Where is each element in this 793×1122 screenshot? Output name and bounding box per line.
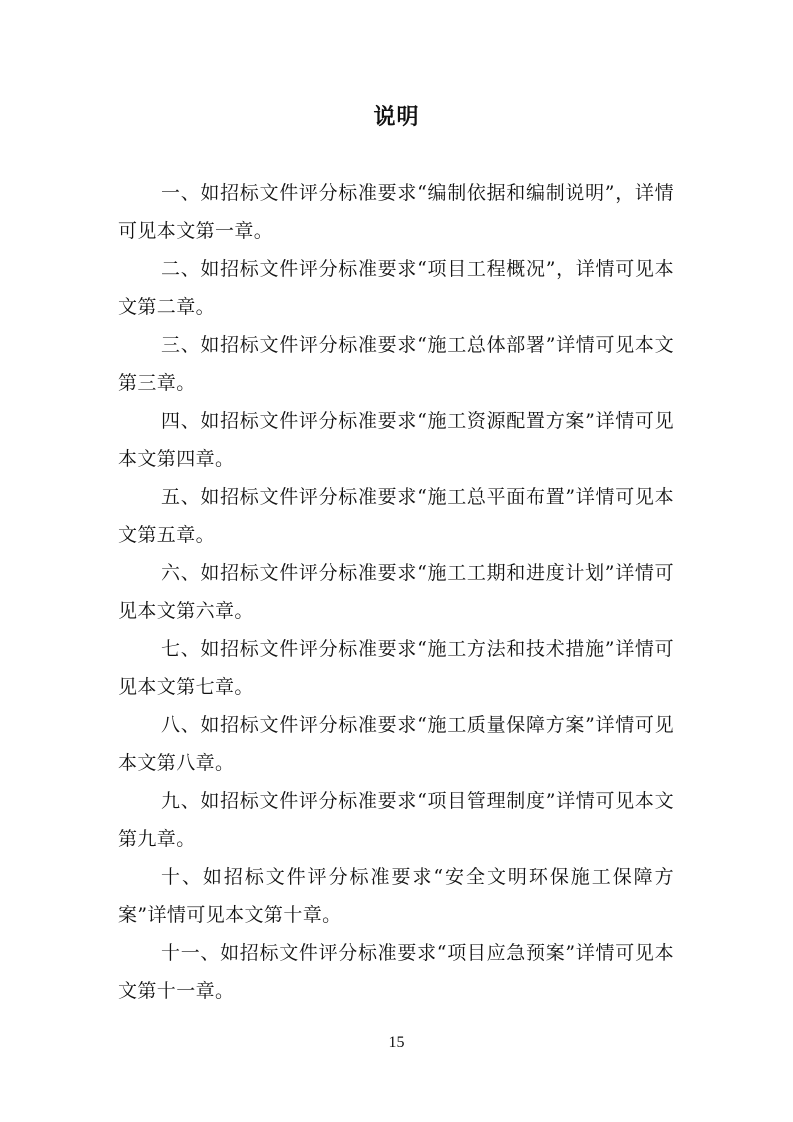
paragraph-11: 十一、如招标文件评分标准要求“项目应急预案”详情可见本文第十一章。: [118, 942, 674, 1002]
paragraph-4: 四、如招标文件评分标准要求“施工资源配置方案”详情可见本文第四章。: [118, 410, 674, 470]
document-body: [118, 174, 674, 1010]
paragraph-10: 十、如招标文件评分标准要求“安全文明环保施工保障方案”详情可见本文第十章。: [118, 866, 674, 926]
paragraph-1: 一、如招标文件评分标准要求“编制依据和编制说明”，详情可见本文第一章。: [118, 182, 674, 242]
paragraph-3: 三、如招标文件评分标准要求“施工总体部署”详情可见本文第三章。: [118, 334, 674, 394]
page-title: 说明: [373, 105, 420, 130]
paragraph-2: 二、如招标文件评分标准要求“项目工程概况”，详情可见本文第二章。: [118, 258, 674, 318]
paragraph-9: 九、如招标文件评分标准要求“项目管理制度”详情可见本文第九章。: [118, 790, 674, 850]
paragraph-8: 八、如招标文件评分标准要求“施工质量保障方案”详情可见本文第八章。: [118, 714, 674, 774]
paragraph-7: 七、如招标文件评分标准要求“施工方法和技术措施”详情可见本文第七章。: [118, 638, 674, 698]
paragraph-5: 五、如招标文件评分标准要求“施工总平面布置”详情可见本文第五章。: [118, 486, 674, 546]
paragraph-6: 六、如招标文件评分标准要求“施工工期和进度计划”详情可见本文第六章。: [118, 562, 674, 622]
page-number: 15: [388, 1034, 405, 1051]
